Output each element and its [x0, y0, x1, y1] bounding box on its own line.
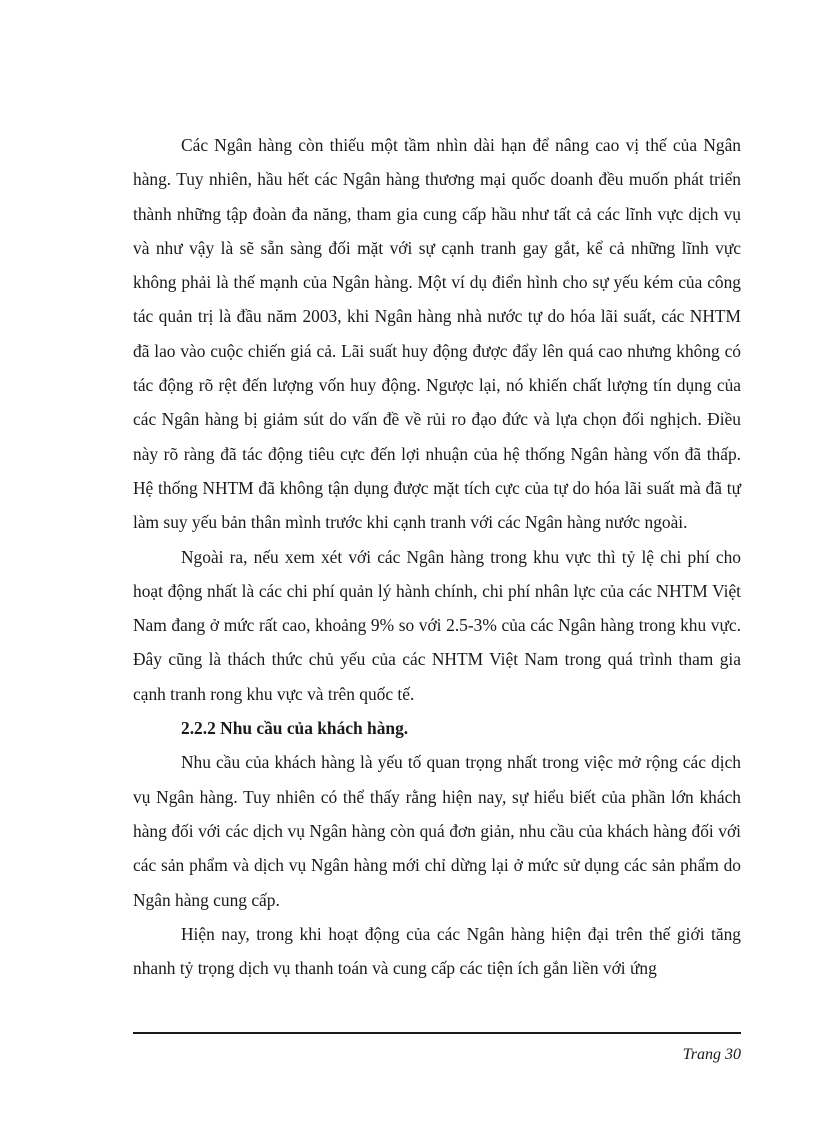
paragraph-modern-banking: Hiện nay, trong khi hoạt động của các Ngân hàng hiện đại trên thế giới tăng nhanh tỷ trọng dịch vụ thanh toán và cung cấp các tiện ích gắn liền với ứng: [133, 923, 741, 979]
document-body: [133, 128, 741, 985]
footer-divider: [133, 1032, 741, 1034]
paragraph-customer-needs: Nhu cầu của khách hàng là yếu tố quan trọng nhất trong việc mở rộng các dịch vụ Ngân hàng. Tuy nhiên có thể thấy rằng hiện nay, sự hiểu biết của phần lớn khách hàng đối với các dịch vụ Ngân hàng còn quá đơn giản, nhu cầu của khách hàng đối với các sản phẩm và dịch vụ Ngân hàng mới chỉ dừng lại ở mức sử dụng các sản phẩm do Ngân hàng cung cấp.: [133, 752, 741, 910]
paragraph-operating-costs: Ngoài ra, nếu xem xét với các Ngân hàng trong khu vực thì tỷ lệ chi phí cho hoạt động nhất là các chi phí quản lý hành chính, chi phí nhân lực của các NHTM Việt Nam đang ở mức rất cao, khoảng 9% so với 2.5-3% của các Ngân hàng trong khu vực. Đây cũng là thách thức chủ yếu của các NHTM Việt Nam trong quá trình tham gia cạnh tranh rong khu vực và trên quốc tế.: [133, 546, 741, 704]
section-heading: 2.2.2 Nhu cầu của khách hàng.: [181, 718, 409, 739]
page-number: Trang 30: [682, 1046, 741, 1063]
paragraph-management-weakness: Các Ngân hàng còn thiếu một tầm nhìn dài hạn để nâng cao vị thế của Ngân hàng. Tuy nhiên, hầu hết các Ngân hàng thương mại quốc doanh đều muốn phát triển thành những tập đoàn đa năng, tham gia cung cấp hầu như tất cả các lĩnh vực dịch vụ và như vậy là sẽ sẵn sàng đối mặt với sự cạnh tranh gay gắt, kể cả những lĩnh vực không phải là thế mạnh của Ngân hàng. Một ví dụ điển hình cho sự yếu kém của công tác quản trị là đầu năm 2003, khi Ngân hàng nhà nước tự do hóa lãi suất, các NHTM đã lao vào cuộc chiến giá cả. Lãi suất huy động được đẩy lên quá cao nhưng không có tác động rõ rệt đến lượng vốn huy động. Ngược lại, nó khiến chất lượng tín dụng của các Ngân hàng bị giảm sút do vấn đề về rủi ro đạo đức và lựa chọn đối nghịch. Điều này rõ ràng đã tác động tiêu cực đến lợi nhuận của hệ thống Ngân hàng vốn đã thấp. Hệ thống NHTM đã không tận dụng được mặt tích cực của tự do hóa lãi suất mà đã tự làm suy yếu bản thân mình trước khi cạnh tranh với các Ngân hàng nước ngoài.: [133, 135, 741, 533]
